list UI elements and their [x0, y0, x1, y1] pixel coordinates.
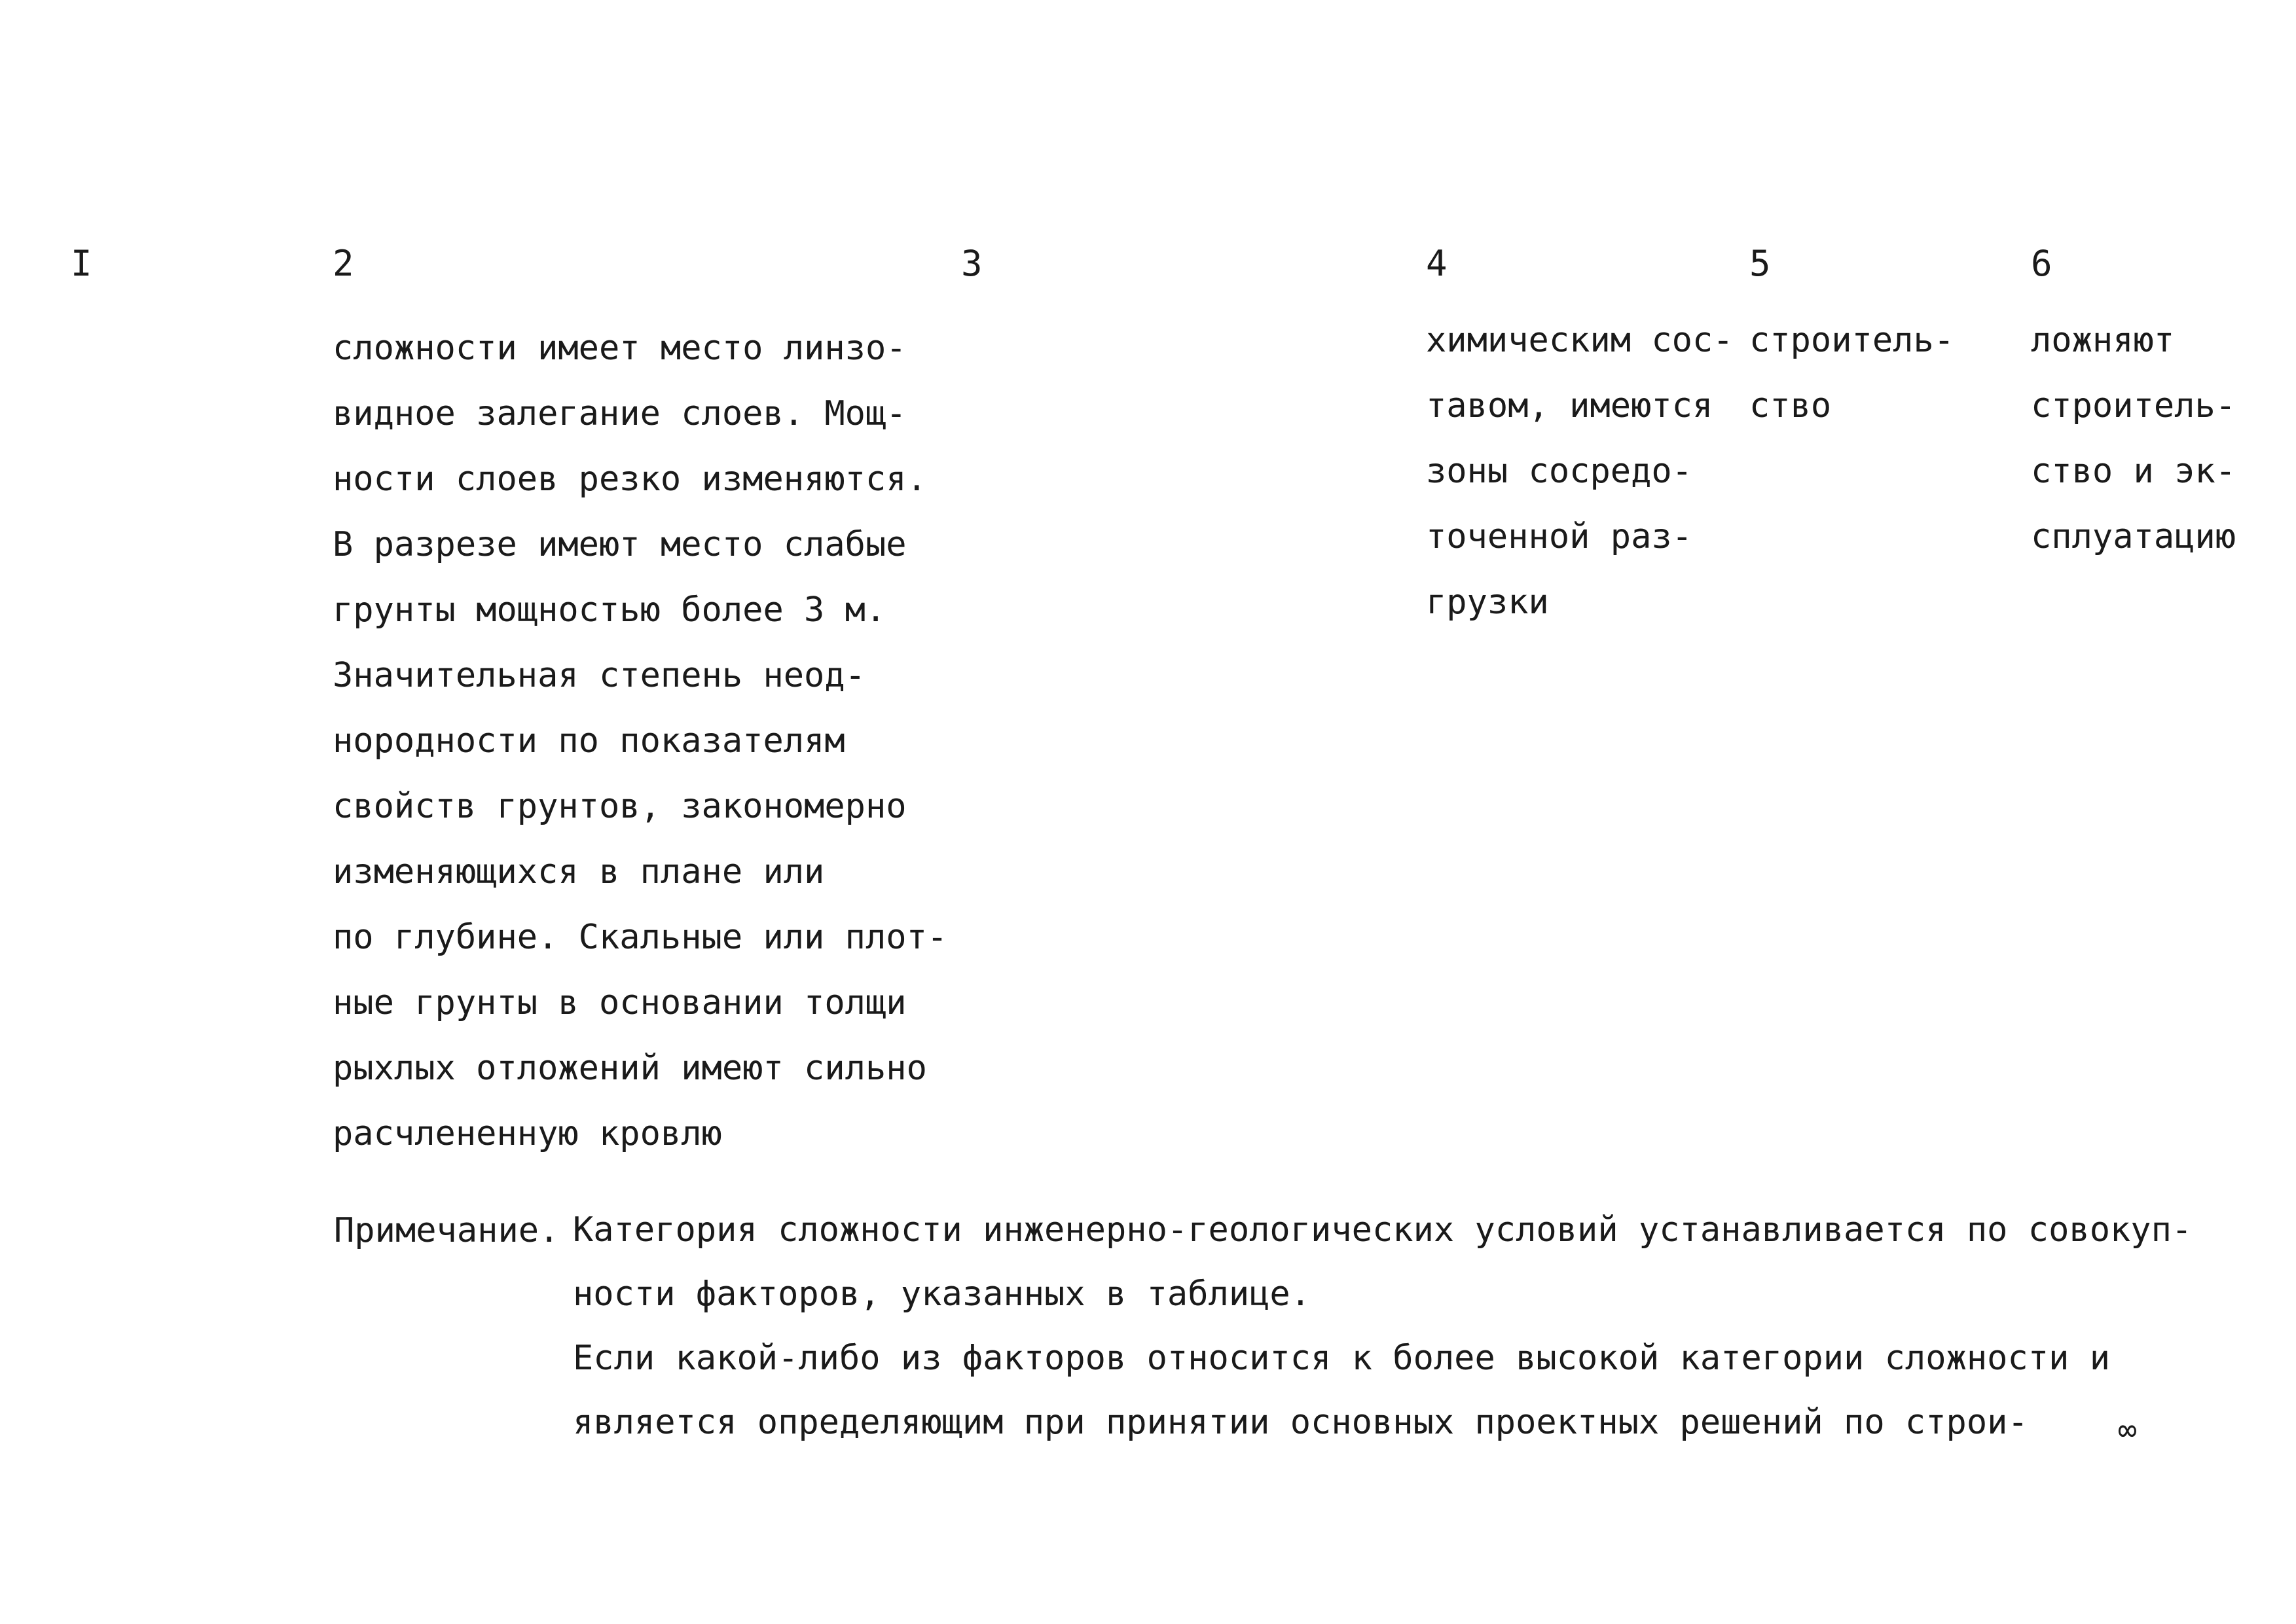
- text-line: В разрезе имеют место слабые: [333, 525, 907, 564]
- note-line: Если какой-либо из факторов относится к более высокой категории сложности и: [573, 1339, 2110, 1378]
- note-line: является определяющим при принятии основных проектных решений по строи-: [573, 1403, 2028, 1442]
- page-number: ∞: [2118, 1412, 2137, 1449]
- text-line: ство: [1749, 386, 1832, 425]
- text-line: нородности по показателям: [333, 721, 845, 761]
- text-line: тавом, имеются: [1426, 386, 1713, 425]
- column-number-2: 2: [333, 243, 354, 284]
- note-label: Примечание.: [334, 1211, 560, 1250]
- text-line: ности слоев резко изменяются.: [333, 460, 927, 499]
- column-number-3: 3: [961, 243, 983, 284]
- column-number-4: 4: [1426, 243, 1448, 284]
- text-line: грузки: [1426, 583, 1549, 622]
- text-line: видное залегание слоев. Мощ-: [333, 394, 907, 433]
- text-line: ложняют: [2031, 321, 2175, 360]
- note-line: ности факторов, указанных в таблице.: [573, 1274, 1311, 1314]
- text-line: строитель-: [2031, 386, 2236, 425]
- text-line: химическим сос-: [1426, 321, 1734, 360]
- column-number-6: 6: [2031, 243, 2052, 284]
- text-line: сложности имеет место линзо-: [333, 329, 907, 368]
- column-number-1: I: [71, 243, 92, 284]
- text-line: строитель-: [1749, 321, 1955, 360]
- text-line: свойств грунтов, закономерно: [333, 787, 907, 826]
- text-line: Значительная степень неод-: [333, 656, 866, 695]
- table-cell-col2: [333, 316, 947, 1166]
- text-line: зоны сосредо-: [1426, 452, 1692, 491]
- table-cell-col4: [1426, 308, 1734, 635]
- column-number-5: 5: [1749, 243, 1771, 284]
- note-line: Категория сложности инженерно-геологических условий устанавливается по совокуп-: [573, 1210, 2193, 1250]
- text-line: ство и эк-: [2031, 452, 2236, 491]
- text-line: ные грунты в основании толщи: [333, 983, 907, 1022]
- text-line: по глубине. Скальные или плот-: [333, 918, 948, 957]
- text-line: расчлененную кровлю: [333, 1114, 722, 1153]
- text-line: рыхлых отложений имеют сильно: [333, 1049, 927, 1088]
- text-line: изменяющихся в плане или: [333, 852, 825, 892]
- text-line: точенной раз-: [1426, 517, 1692, 556]
- text-line: сплуатацию: [2031, 517, 2236, 556]
- table-cell-col5: [1749, 308, 1954, 439]
- text-line: грунты мощностью более 3 м.: [333, 590, 886, 630]
- note-body: [573, 1198, 2192, 1454]
- table-cell-col6: [2031, 308, 2236, 569]
